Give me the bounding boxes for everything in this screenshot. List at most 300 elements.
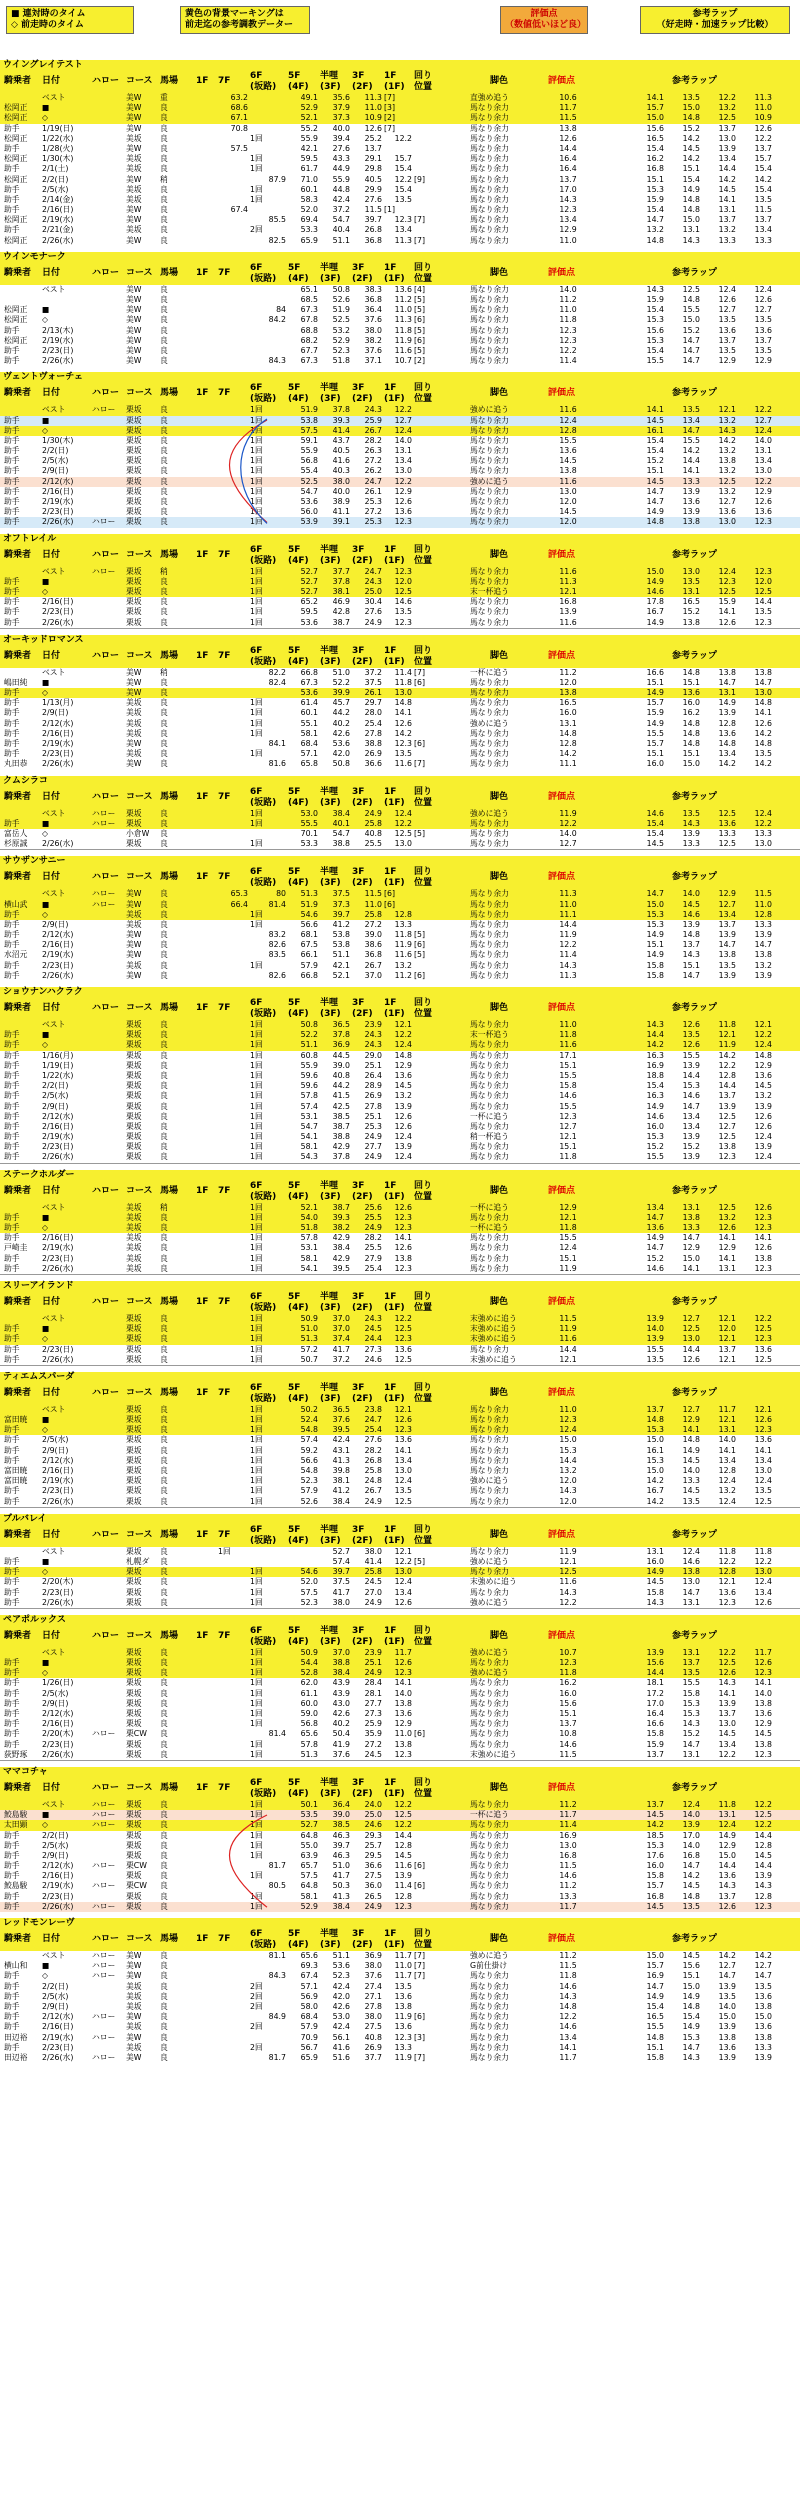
cell-half: 44.8 — [332, 184, 350, 194]
cell-half: 38.0 — [332, 1597, 350, 1607]
table-row — [0, 1061, 800, 1071]
cell-score: 11.7 — [559, 103, 577, 113]
cell-l1: 16.6 — [646, 667, 664, 677]
cell-f1b: 12.4 — [394, 808, 412, 818]
cell-f6: 1回 — [250, 1030, 263, 1040]
column-header: 馬場 — [160, 1387, 179, 1398]
cell-l1: 14.4 — [646, 1030, 664, 1040]
cell-course: 美坂 — [126, 708, 142, 718]
cell-f6: 1回 — [250, 1233, 263, 1243]
cell-l1: 15.4 — [646, 345, 664, 355]
cell-l2: 17.0 — [682, 1830, 700, 1840]
cell-f6: 1回 — [250, 1567, 263, 1577]
cell-l1: 13.4 — [646, 1202, 664, 1212]
cell-l2: 15.3 — [682, 2032, 700, 2042]
table-row — [0, 829, 800, 839]
cell-l2: 15.2 — [682, 123, 700, 133]
cell-style: 馬なり余力 — [470, 828, 509, 838]
cell-f1b: 13.4 — [394, 456, 412, 466]
cell-l2: 14.0 — [682, 1810, 700, 1820]
cell-course: 札幌ダ — [126, 1556, 150, 1566]
cell-track: 良 — [160, 576, 168, 586]
column-header: ハロー — [92, 267, 120, 278]
table-row — [0, 1132, 800, 1142]
cell-score: 13.2 — [559, 1466, 577, 1475]
cell-f7: 67.1 — [230, 113, 248, 123]
cell-l1: 15.2 — [646, 456, 664, 466]
table-row — [0, 1902, 800, 1912]
column-header: コース — [126, 791, 153, 802]
cell-half: 38.4 — [332, 1901, 350, 1911]
column-header: 1F — [384, 383, 397, 394]
cell-course: 栗坂 — [126, 1546, 142, 1556]
table-row — [0, 1142, 800, 1152]
legend-line: 黄色の背景マーキングは — [185, 9, 284, 19]
table-row — [0, 466, 800, 476]
cell-l4: 11.5 — [754, 889, 772, 899]
cell-half: 37.0 — [332, 1324, 350, 1334]
cell-half: 52.6 — [332, 295, 350, 304]
cell-f1b: 12.6 — [394, 1658, 412, 1668]
cell-l3: 12.0 — [718, 1324, 736, 1334]
cell-f1b: 12.6 — [394, 1597, 412, 1607]
cell-f1b: 11.2 — [394, 295, 412, 304]
cell-half: 51.6 — [332, 2052, 350, 2062]
column-header: 評価点 — [548, 1529, 576, 1540]
cell-l2: 13.1 — [682, 1647, 700, 1657]
cell-l1: 15.1 — [646, 749, 664, 759]
cell-style: 馬なり余力 — [470, 1587, 509, 1597]
column-header: (4F) — [288, 273, 309, 284]
column-header: 半哩 — [320, 1625, 339, 1636]
cell-f3: 28.1 — [364, 1688, 382, 1698]
column-header: 5F — [288, 1180, 301, 1191]
cell-f6: 2回 — [250, 2042, 263, 2052]
cell-l2: 14.8 — [682, 113, 700, 123]
column-header: 1F — [384, 1625, 397, 1636]
cell-rider: 松岡正 — [4, 215, 28, 225]
cell-l4: 13.6 — [754, 1070, 772, 1080]
cell-course: 美W — [126, 2032, 142, 2042]
cell-pos: [7] — [414, 1951, 426, 1960]
cell-f6: 2回 — [250, 225, 263, 235]
cell-style: 馬なり余力 — [470, 205, 509, 215]
cell-f7: 63.2 — [230, 93, 248, 102]
cell-f1b: 14.5 — [394, 1850, 412, 1860]
cell-track: 良 — [160, 1577, 168, 1587]
cell-f5: 63.9 — [300, 1850, 318, 1860]
column-header: 騎乗者 — [4, 1782, 32, 1793]
cell-half: 41.2 — [332, 919, 350, 929]
column-header: 馬場 — [160, 549, 179, 560]
cell-course: 美W — [126, 103, 142, 113]
cell-f5: 51.1 — [300, 1040, 318, 1050]
cell-f3: 26.4 — [364, 1070, 382, 1080]
table-row — [0, 749, 800, 759]
cell-rider: 助手 — [4, 1861, 20, 1871]
cell-half: 55.9 — [332, 174, 350, 184]
cell-half: 37.3 — [332, 113, 350, 123]
cell-style: 馬なり余力 — [470, 1850, 509, 1860]
cell-l2: 13.5 — [682, 1496, 700, 1506]
cell-l1: 18.8 — [646, 1070, 664, 1080]
column-header: 3F — [352, 1382, 365, 1393]
table-row — [0, 113, 800, 123]
table-row — [0, 819, 800, 829]
column-header: (2F) — [352, 273, 373, 284]
cell-l2: 14.7 — [682, 1861, 700, 1871]
cell-l2: 12.6 — [682, 1020, 700, 1029]
cell-track: 稍 — [160, 1202, 168, 1212]
cell-l2: 15.2 — [682, 1142, 700, 1152]
cell-date: 2/23(日) — [42, 2042, 74, 2052]
cell-score: 12.0 — [559, 1476, 577, 1486]
cell-rider: 助手 — [4, 1496, 20, 1506]
table-row — [0, 517, 800, 527]
cell-style: 馬なり余力 — [470, 456, 509, 466]
cell-f1b: 13.6 — [394, 1070, 412, 1080]
column-header: 回り — [414, 262, 433, 273]
legend-background-note — [180, 6, 310, 34]
cell-f1b: 12.3 — [394, 1334, 412, 1344]
cell-score: 15.5 — [559, 1070, 577, 1080]
cell-l1: 15.7 — [646, 739, 664, 748]
table-row — [0, 144, 800, 154]
cell-l4: 13.8 — [754, 950, 772, 960]
cell-f5: 60.8 — [300, 1050, 318, 1060]
cell-track: 良 — [160, 1111, 168, 1121]
cell-f1b: 12.5 — [394, 1810, 412, 1820]
cell-l3: 13.7 — [718, 1709, 736, 1718]
table-row — [0, 1122, 800, 1132]
cell-style: 末強めに追う — [470, 1577, 517, 1587]
cell-f6: 81.4 — [268, 1729, 286, 1739]
column-header: 馬場 — [160, 1529, 179, 1540]
cell-l4: 14.8 — [754, 1050, 772, 1060]
cell-f6: 84.9 — [268, 2012, 286, 2022]
cell-date: 2/16(日) — [42, 940, 74, 950]
cell-f5: 67.4 — [300, 1971, 318, 1981]
cell-f6: 1回 — [250, 517, 263, 527]
cell-l2: 13.9 — [682, 828, 700, 838]
cell-l1: 15.3 — [646, 1425, 664, 1435]
cell-l4: 12.3 — [754, 1749, 772, 1759]
table-row — [0, 326, 800, 336]
cell-course: 栗坂 — [126, 405, 142, 415]
cell-f6: 1回 — [250, 1344, 263, 1354]
column-header: 脚色 — [490, 1934, 509, 1944]
cell-l2: 14.4 — [682, 1344, 700, 1354]
cell-l4: 12.2 — [754, 1030, 772, 1040]
horse-block — [0, 776, 800, 851]
cell-course: 栗坂 — [126, 435, 142, 445]
cell-f1b: 15.7 — [394, 154, 412, 164]
cell-f6: 1回 — [250, 1313, 263, 1323]
column-header: 5F — [288, 867, 301, 878]
cell-f1b: 12.3 — [394, 1263, 412, 1273]
cell-course: 栗坂 — [126, 1121, 142, 1131]
cell-f1b: 12.4 — [394, 1132, 412, 1142]
cell-track: 良 — [160, 1658, 168, 1668]
cell-course: 栗坂 — [126, 566, 142, 576]
cell-l2: 15.5 — [682, 305, 700, 315]
cell-l1: 15.3 — [646, 1132, 664, 1142]
cell-score: 12.1 — [559, 1556, 577, 1566]
cell-f1b: 12.8 — [394, 1840, 412, 1850]
column-header: 騎乗者 — [4, 1934, 32, 1944]
table-row — [0, 195, 800, 205]
cell-score: 11.9 — [559, 1546, 577, 1556]
cell-course: 栗坂 — [126, 476, 142, 486]
column-header: 日付 — [42, 1934, 61, 1944]
cell-f5: 52.8 — [300, 1668, 318, 1678]
cell-half: 38.4 — [332, 808, 350, 818]
legend-time-marks — [6, 6, 134, 34]
cell-l3: 13.4 — [718, 909, 736, 919]
cell-date: ベスト — [42, 1202, 66, 1212]
horse-header — [0, 372, 800, 405]
column-header: 1F — [384, 544, 397, 555]
cell-f1b: 13.6 — [394, 1709, 412, 1718]
column-header: 半哩 — [320, 1180, 339, 1191]
cell-score: 11.8 — [559, 315, 577, 325]
column-headers — [0, 1626, 800, 1648]
cell-course: 美坂 — [126, 184, 142, 194]
cell-l1: 14.2 — [646, 1820, 664, 1830]
cell-f3: 26.7 — [364, 1486, 382, 1496]
cell-l3: 13.8 — [718, 2032, 736, 2042]
cell-l1: 16.9 — [646, 1971, 664, 1981]
cell-date: 2/16(日) — [42, 1233, 74, 1243]
cell-score: 11.4 — [559, 1820, 577, 1830]
cell-course: 美W — [126, 930, 142, 940]
cell-style: 強めに追う — [470, 1597, 509, 1607]
cell-f6: 82.5 — [268, 235, 286, 245]
cell-pos: [6] — [414, 335, 426, 345]
cell-l2: 13.9 — [682, 486, 700, 496]
cell-l1: 13.7 — [646, 1749, 664, 1759]
cell-l2: 13.6 — [682, 497, 700, 506]
cell-rider: 助手 — [4, 1739, 20, 1749]
table-row — [0, 678, 800, 688]
cell-score: 11.8 — [559, 1971, 577, 1981]
cell-f5: 58.1 — [300, 1142, 318, 1152]
cell-l3: 13.9 — [718, 1698, 736, 1708]
cell-score: 15.1 — [559, 1253, 577, 1263]
table-row — [0, 2033, 800, 2043]
cell-l1: 14.6 — [646, 1111, 664, 1121]
cell-course: 栗CW — [126, 1861, 147, 1871]
cell-l1: 13.2 — [646, 225, 664, 235]
cell-style: 馬なり余力 — [470, 466, 509, 476]
column-header: 評価点 — [548, 650, 576, 661]
cell-f3: 26.9 — [364, 1091, 382, 1101]
cell-f3: 12.6 — [364, 123, 382, 133]
cell-l2: 14.8 — [682, 1435, 700, 1445]
cell-f6: 84.1 — [268, 739, 286, 748]
cell-score: 14.8 — [559, 2001, 577, 2011]
cell-f1b: 13.0 — [394, 688, 412, 698]
cell-course: 栗坂 — [126, 1567, 142, 1577]
column-headers — [0, 646, 800, 668]
cell-date: 2/5(水) — [42, 1840, 69, 1850]
cell-date: 2/26(水) — [42, 235, 74, 245]
cell-f5: 50.8 — [300, 1020, 318, 1029]
table-row — [0, 698, 800, 708]
cell-f1b: 12.3 — [394, 739, 412, 748]
cell-f3: 27.6 — [364, 607, 382, 617]
cell-track: 良 — [160, 1739, 168, 1749]
cell-l2: 15.2 — [682, 607, 700, 617]
cell-score: 14.0 — [559, 284, 577, 294]
cell-f5: 61.7 — [300, 164, 318, 174]
cell-course: 栗坂 — [126, 1152, 142, 1162]
cell-f1b: 14.1 — [394, 1445, 412, 1455]
cell-score: 15.1 — [559, 1060, 577, 1070]
column-header: 参考ラップ — [672, 1782, 717, 1793]
cell-style: 馬なり余力 — [470, 749, 509, 759]
cell-f6: 1回 — [250, 808, 263, 818]
cell-f3: 24.7 — [364, 476, 382, 486]
column-header: 脚色 — [490, 1003, 509, 1013]
cell-f1b: 11.0 — [394, 1961, 412, 1971]
cell-half: 38.4 — [332, 1668, 350, 1678]
cell-style: 末強めに追う — [470, 1749, 517, 1759]
cell-date: 2/23(日) — [42, 345, 74, 355]
cell-half: 46.3 — [332, 1830, 350, 1840]
column-header: 日付 — [42, 872, 61, 883]
column-header: 騎乗者 — [4, 650, 32, 661]
column-header: 騎乗者 — [4, 1185, 32, 1196]
cell-l2: 13.0 — [682, 566, 700, 576]
cell-l3: 13.1 — [718, 688, 736, 698]
cell-score: 12.1 — [559, 586, 577, 596]
cell-score: 14.3 — [559, 1991, 577, 2001]
cell-l2: 13.5 — [682, 1901, 700, 1911]
cell-l2: 14.8 — [682, 667, 700, 677]
cell-score: 11.7 — [559, 1901, 577, 1911]
cell-half: 51.8 — [332, 356, 350, 366]
cell-half: 38.7 — [332, 1202, 350, 1212]
cell-l3: 12.5 — [718, 113, 736, 123]
cell-l3: 12.2 — [718, 1647, 736, 1657]
cell-l2: 14.5 — [682, 143, 700, 153]
cell-style: 馬なり余力 — [470, 143, 509, 153]
cell-f5: 50.7 — [300, 1354, 318, 1364]
cell-f3: 25.0 — [364, 586, 382, 596]
cell-f6: 1回 — [250, 1060, 263, 1070]
cell-f6: 1回 — [250, 425, 263, 435]
column-header: 3F — [352, 1291, 365, 1302]
cell-date: ◇ — [42, 909, 48, 919]
column-header: 馬場 — [160, 1296, 179, 1307]
cell-half: 37.6 — [332, 1415, 350, 1425]
cell-f5: 66.1 — [300, 950, 318, 960]
cell-f5: 61.4 — [300, 698, 318, 708]
cell-f3: 24.6 — [364, 1354, 382, 1364]
cell-rider: 助手 — [4, 1121, 20, 1131]
training-table — [0, 285, 800, 367]
cell-f6: 1回 — [250, 839, 263, 849]
cell-l4: 12.4 — [754, 284, 772, 294]
cell-f1b: 12.3 — [394, 1901, 412, 1911]
cell-track: 良 — [160, 718, 168, 728]
cell-score: 14.4 — [559, 1344, 577, 1354]
cell-score: 12.0 — [559, 1496, 577, 1506]
cell-score: 12.9 — [559, 1202, 577, 1212]
cell-l4: 13.3 — [754, 235, 772, 245]
cell-rider: 助手 — [4, 1081, 20, 1091]
cell-l2: 15.0 — [682, 215, 700, 225]
cell-rider: 助手 — [4, 728, 20, 738]
cell-f3: 26.1 — [364, 688, 382, 698]
column-header: 3F — [352, 645, 365, 656]
training-table — [0, 405, 800, 527]
cell-f3: 37.7 — [364, 2052, 382, 2062]
cell-date: 2/19(水) — [42, 497, 74, 506]
cell-harrow: ハロー — [92, 1971, 116, 1981]
cell-score: 14.1 — [559, 2042, 577, 2052]
cell-score: 11.9 — [559, 808, 577, 818]
cell-f5: 60.1 — [300, 184, 318, 194]
cell-course: 栗坂 — [126, 1354, 142, 1364]
cell-style: 馬なり余力 — [470, 1415, 509, 1425]
table-row — [0, 607, 800, 617]
column-header: (2F) — [352, 1940, 373, 1950]
column-header: 回り — [414, 383, 433, 394]
cell-score: 16.4 — [559, 164, 577, 174]
horse-name: ママコチャ — [3, 1766, 48, 1777]
cell-l3: 12.3 — [718, 1597, 736, 1607]
cell-score: 14.5 — [559, 456, 577, 466]
cell-rider: 助手 — [4, 194, 20, 204]
cell-f6: 81.7 — [268, 2052, 286, 2062]
cell-f3: 24.0 — [364, 1799, 382, 1809]
cell-l1: 16.4 — [646, 1709, 664, 1718]
cell-style: 馬なり余力 — [470, 919, 509, 929]
cell-l4: 12.8 — [754, 1891, 772, 1901]
cell-l4: 12.6 — [754, 1202, 772, 1212]
cell-style: 馬なり余力 — [470, 1901, 509, 1911]
cell-f6: 1回 — [250, 1840, 263, 1850]
table-row — [0, 336, 800, 346]
cell-f5: 62.0 — [300, 1678, 318, 1688]
cell-date: 2/26(水) — [42, 970, 74, 980]
horse-block — [0, 635, 800, 770]
cell-score: 11.8 — [559, 1223, 577, 1232]
cell-course: 栗坂 — [126, 425, 142, 435]
cell-date: 2/14(金) — [42, 194, 74, 204]
cell-l3: 12.5 — [718, 1202, 736, 1212]
cell-l1: 13.9 — [646, 1334, 664, 1344]
column-header: 位置 — [414, 1302, 433, 1313]
cell-rider: 助手 — [4, 1070, 20, 1080]
cell-l2: 13.8 — [682, 1212, 700, 1222]
cell-l3: 14.2 — [718, 759, 736, 769]
cell-l3: 14.2 — [718, 1951, 736, 1960]
cell-track: 良 — [160, 215, 168, 225]
cell-style: 馬なり余力 — [470, 1739, 509, 1749]
cell-l1: 15.0 — [646, 566, 664, 576]
column-header: 7F — [218, 1630, 231, 1641]
cell-l4: 12.1 — [754, 1020, 772, 1029]
horse-name: ステークホルダー — [3, 1169, 75, 1180]
column-header: (3F) — [320, 273, 341, 284]
cell-l2: 14.4 — [682, 456, 700, 466]
cell-half: 37.6 — [332, 1749, 350, 1759]
cell-f5: 51.8 — [300, 1223, 318, 1232]
cell-l1: 14.9 — [646, 576, 664, 586]
